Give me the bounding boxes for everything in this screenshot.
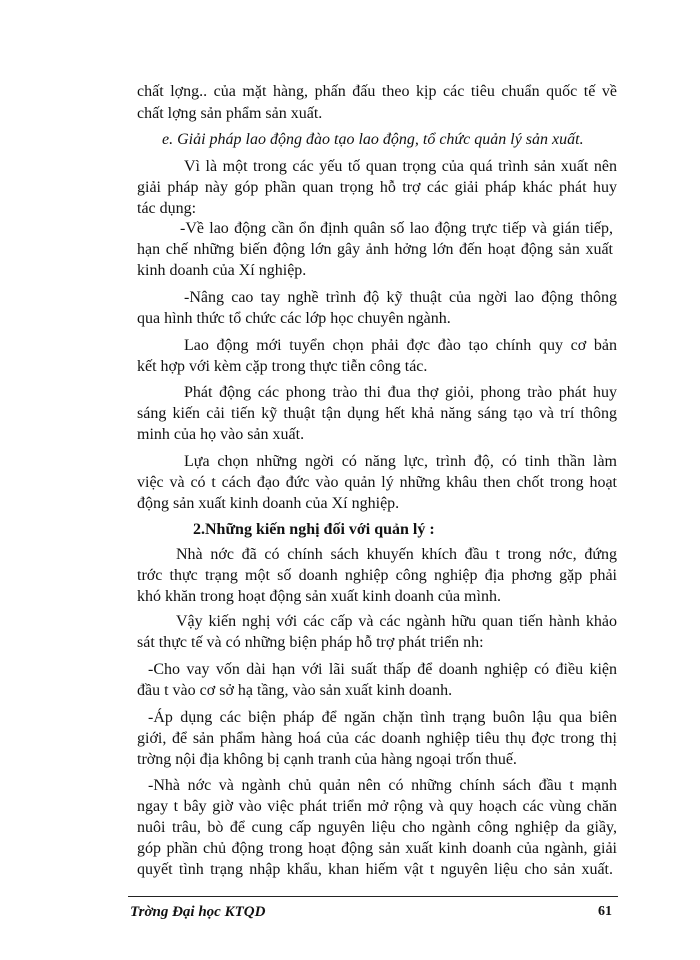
footer-institution: Trờng Đại học KTQD	[130, 904, 266, 920]
text-line: -Áp dụng các biện pháp để ngăn chặn tình trạng buôn lậu qua biên	[148, 709, 617, 726]
text-line: tác dụng:	[137, 200, 197, 217]
footer-divider	[128, 896, 618, 897]
text-line: Phát động các phong trào thi đua thợ giỏi, phong trào phát huy	[184, 384, 617, 401]
text-line: -Về lao động cần ổn định quân số lao động trực tiếp và gián tiếp,	[180, 220, 613, 237]
text-line: chất lợng.. của mặt hàng, phấn đấu theo kịp các tiêu chuẩn quốc tế về	[137, 83, 617, 100]
text-line: hạn chế những biến động lớn gây ảnh hởng lớn đến hoạt động sản xuất	[137, 241, 613, 258]
text-line: nuôi trâu, bò để cung cấp nguyên liệu cho ngành công nghiệp da giầy,	[137, 819, 617, 836]
text-line: Lao động mới tuyển chọn phải đợc đào tạo chính quy cơ bản	[184, 337, 617, 354]
text-line: kinh doanh của Xí nghiệp.	[137, 262, 307, 279]
text-line: -Cho vay vốn dài hạn với lãi suất thấp để doanh nghiệp có điều kiện	[148, 661, 617, 678]
text-line: kết hợp với kèm cặp trong thực tiễn công tác.	[137, 358, 428, 375]
page-number: 61	[598, 904, 612, 919]
section-heading: e. Giải pháp lao động đào tạo lao động, tổ chức quản lý sản xuất.	[162, 131, 584, 148]
text-line: sáng kiến cải tiến kỹ thuật tận dụng hết khả năng sáng tạo và trí thông	[137, 405, 617, 422]
text-line: Vậy kiến nghị với các cấp và các ngành hữu quan tiến hành khảo	[176, 613, 617, 630]
text-line: minh của họ vào sản xuất.	[137, 426, 305, 443]
text-line: Nhà nớc đã có chính sách khuyến khích đầu t trong nớc, đứng	[176, 546, 617, 563]
text-line: quyết tình trạng nhập khẩu, khan hiếm vật t nguyên liệu cho sản xuất.	[137, 861, 613, 878]
text-line: giới, để sản phẩm hàng hoá của các doanh nghiệp tiêu thụ đợc trong thị	[137, 730, 617, 747]
text-line: trờng nội địa không bị cạnh tranh của hàng ngoại trốn thuế.	[137, 751, 517, 768]
text-line: giải pháp này góp phần quan trọng hỗ trợ các giải pháp khác phát huy	[137, 179, 617, 196]
text-line: Lựa chọn những ngời có năng lực, trình độ, có tinh thần làm	[184, 453, 617, 470]
text-line: đầu t vào cơ sở hạ tầng, vào sản xuất kinh doanh.	[137, 682, 453, 699]
text-line: góp phần chủ động trong hoạt động sản xuất kinh doanh của ngành, giải	[137, 840, 617, 857]
text-line: động sản xuất kinh doanh của Xí nghiệp.	[137, 495, 400, 512]
text-line: sát thực tế và có những biện pháp hỗ trợ phát triển nh:	[137, 634, 484, 651]
text-line: trớc thực trạng một số doanh nghiệp công nghiệp địa phơng gặp phải	[137, 567, 617, 584]
text-line: việc và có t cách đạo đức vào quản lý những khâu then chốt trong hoạt	[137, 474, 617, 491]
text-line: Vì là một trong các yếu tố quan trọng của quá trình sản xuất nên	[184, 158, 617, 175]
text-line: qua hình thức tổ chức các lớp học chuyên ngành.	[137, 310, 451, 327]
text-line: chất lợng sản phẩm sản xuất.	[137, 105, 323, 122]
text-line: ngay t bây giờ vào việc phát triển mở rộng và quy hoạch các vùng chăn	[137, 798, 617, 815]
text-line: khó khăn trong hoạt động sản xuất kinh doanh của mình.	[137, 588, 501, 605]
section-heading: 2.Những kiến nghị đối với quản lý :	[193, 521, 435, 538]
text-line: -Nâng cao tay nghề trình độ kỹ thuật của ngời lao động thông	[184, 289, 617, 306]
text-line: -Nhà nớc và ngành chủ quản nên có những chính sách đầu t mạnh	[148, 777, 617, 794]
